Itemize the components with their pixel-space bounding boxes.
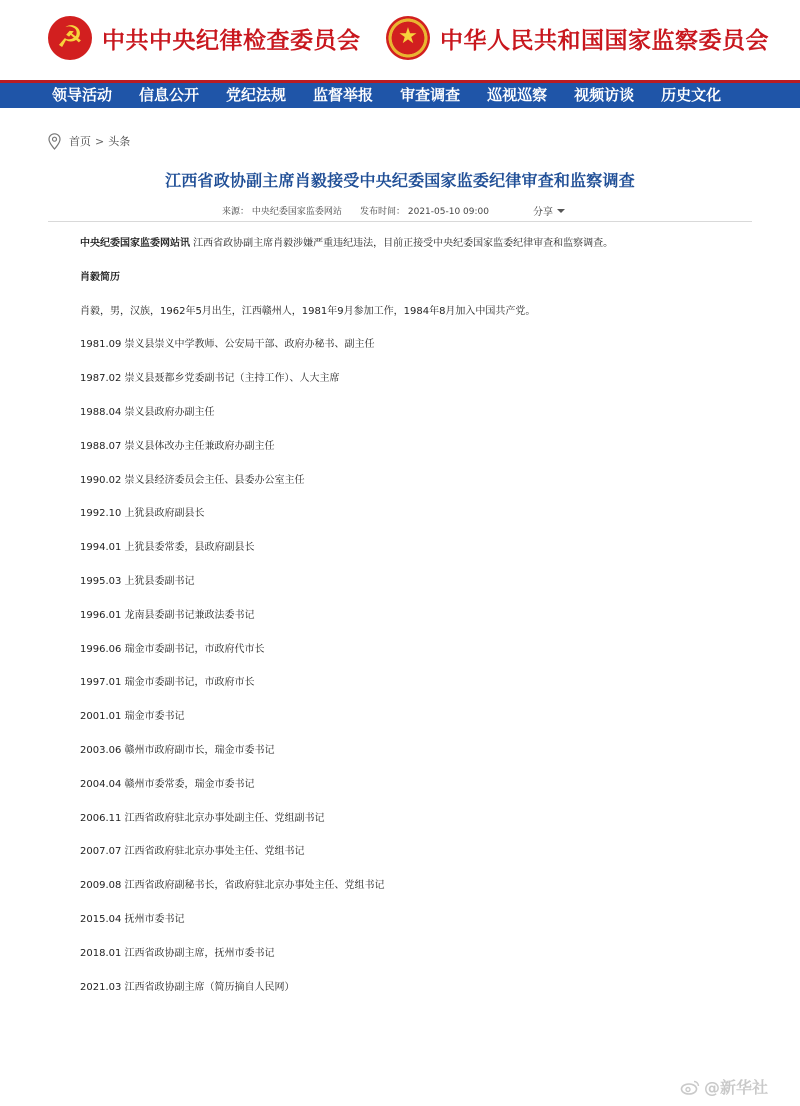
nav-item-investigation[interactable]: 审查调查 xyxy=(400,86,461,104)
career-entry: 1995.03 上犹县委副书记 xyxy=(80,575,195,587)
career-entry: 1987.02 崇义县聂都乡党委副书记（主持工作）、人大主席 xyxy=(80,373,340,385)
site-header xyxy=(0,0,800,80)
breadcrumb-separator: > xyxy=(95,134,105,148)
career-entry: 1988.04 崇义县政府办副主任 xyxy=(80,406,215,418)
career-entry: 1981.09 崇义县崇义中学教师、公安局干部、政府办秘书、副主任 xyxy=(80,339,375,351)
bio-intro: 肖毅，男，汉族，1962年5月出生，江西赣州人，1981年9月参加工作，1984年8月加入中国共产党。 xyxy=(80,305,536,317)
career-entry: 2007.07 江西省政府驻北京办事处主任、党组书记 xyxy=(80,846,305,858)
article-body xyxy=(80,236,740,1013)
lead-paragraph xyxy=(80,236,740,270)
meta-divider xyxy=(48,221,752,222)
share-label: 分享 xyxy=(533,207,553,218)
breadcrumb-home-link[interactable]: 首页 xyxy=(69,135,91,148)
career-entry: 1996.01 龙南县委副书记兼政法委书记 xyxy=(80,609,255,621)
nav-item-information[interactable]: 信息公开 xyxy=(139,86,200,104)
ccdi-brand-name: 中共中央纪律检查委员会 xyxy=(102,26,361,54)
watermark-text: @新华社 xyxy=(704,1078,769,1097)
weibo-icon xyxy=(680,1079,700,1095)
career-entry: 1990.02 崇义县经济委员会主任、县委办公室主任 xyxy=(80,474,305,486)
career-entry: 1988.07 崇义县体改办主任兼政府办副主任 xyxy=(80,440,275,452)
nav-item-video[interactable]: 视频访谈 xyxy=(574,86,635,104)
chevron-down-icon xyxy=(557,209,565,213)
career-entry: 2001.01 瑞金市委书记 xyxy=(80,711,185,723)
article-title: 江西省政协副主席肖毅接受中央纪委国家监委纪律审查和监察调查 xyxy=(165,171,635,190)
location-pin-icon xyxy=(48,133,61,150)
nav-item-history[interactable]: 历史文化 xyxy=(661,86,722,104)
nsc-brand[interactable] xyxy=(386,14,769,62)
career-entry: 1997.01 瑞金市委副书记，市政府市长 xyxy=(80,677,255,689)
article-source: 来源： 中央纪委国家监委网站 xyxy=(222,207,342,217)
article-meta xyxy=(0,202,800,218)
career-entry: 1992.10 上犹县政府副县长 xyxy=(80,508,205,520)
nav-item-regulations[interactable]: 党纪法规 xyxy=(226,86,287,104)
article-publish-time: 发布时间： 2021-05-10 09:00 xyxy=(360,207,489,217)
career-entry: 2009.08 江西省政府副秘书长，省政府驻北京办事处主任、党组书记 xyxy=(80,880,385,892)
lead-source: 中央纪委国家监委网站讯 xyxy=(80,238,190,249)
xinhua-watermark xyxy=(680,1075,768,1098)
nav-item-inspection[interactable]: 巡视巡察 xyxy=(487,86,548,104)
career-entry: 1994.01 上犹县委常委，县政府副县长 xyxy=(80,542,255,554)
career-entry: 2018.01 江西省政协副主席，抚州市委书记 xyxy=(80,947,275,959)
career-entry: 2006.11 江西省政府驻北京办事处副主任、党组副书记 xyxy=(80,812,325,824)
nav-item-leadership[interactable]: 领导活动 xyxy=(52,86,113,104)
career-entry: 2021.03 江西省政协副主席（简历摘自人民网） xyxy=(80,981,295,993)
career-entry: 2003.06 赣州市政府副市长，瑞金市委书记 xyxy=(80,744,275,756)
career-entry: 2004.04 赣州市委常委，瑞金市委书记 xyxy=(80,778,255,790)
nav-item-report[interactable]: 监督举报 xyxy=(313,86,374,104)
breadcrumb xyxy=(48,131,130,151)
ccdi-brand[interactable] xyxy=(48,14,361,62)
nsc-brand-name: 中华人民共和国国家监察委员会 xyxy=(440,26,769,54)
career-entry: 2015.04 抚州市委书记 xyxy=(80,913,185,925)
bio-heading: 肖毅简历 xyxy=(80,271,120,283)
career-entry: 1996.06 瑞金市委副书记，市政府代市长 xyxy=(80,643,265,655)
party-emblem-icon xyxy=(48,16,92,60)
main-nav xyxy=(0,80,800,108)
share-button[interactable] xyxy=(533,203,565,218)
breadcrumb-current[interactable]: 头条 xyxy=(108,135,131,148)
lead-text: 江西省政协副主席肖毅涉嫌严重违纪违法，目前正接受中央纪委国家监委纪律审查和监察调查。 xyxy=(190,238,614,249)
national-emblem-icon xyxy=(386,16,430,60)
